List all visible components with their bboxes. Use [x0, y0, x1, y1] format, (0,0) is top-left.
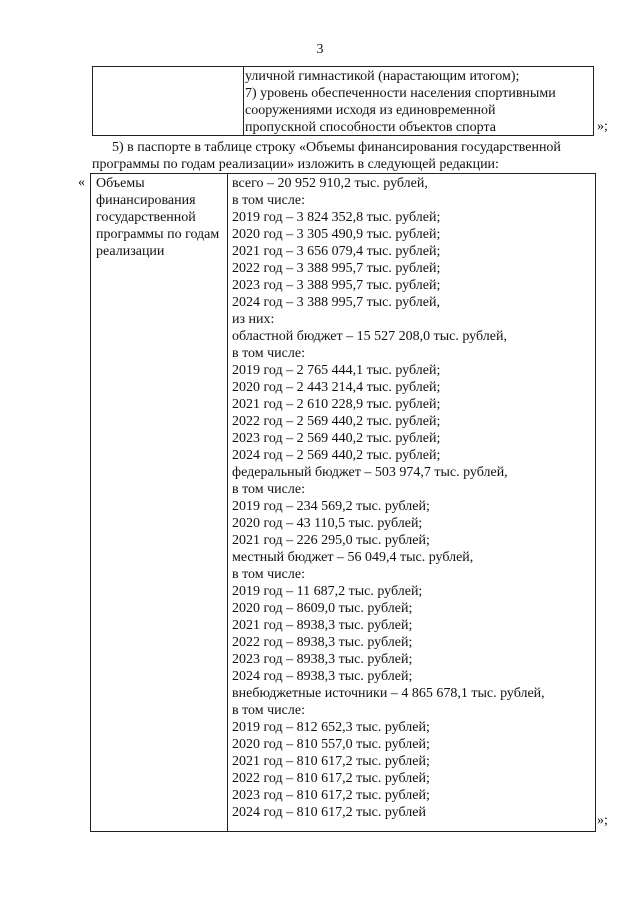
label-line: Объемы — [96, 176, 145, 191]
value-line: 2020 год – 43 110,5 тыс. рублей; — [232, 516, 423, 531]
value-line: 2019 год – 11 687,2 тыс. рублей; — [232, 584, 423, 599]
label-line: финансирования — [96, 193, 196, 208]
value-line: 2020 год – 3 305 490,9 тыс. рублей; — [232, 227, 441, 242]
value-line: 2024 год – 810 617,2 тыс. рублей — [232, 805, 426, 820]
value-line: местный бюджет – 56 049,4 тыс. рублей, — [232, 550, 474, 565]
value-line: 2019 год – 234 569,2 тыс. рублей; — [232, 499, 430, 514]
value-line: 2024 год – 3 388 995,7 тыс. рублей, — [232, 295, 440, 310]
value-line: 2023 год – 810 617,2 тыс. рублей; — [232, 788, 430, 803]
main-table-label — [96, 175, 228, 260]
value-line: 2022 год – 2 569 440,2 тыс. рублей; — [232, 414, 441, 429]
value-line: в том числе: — [232, 193, 305, 208]
value-line: 2022 год – 3 388 995,7 тыс. рублей; — [232, 261, 441, 276]
value-line: 2020 год – 8609,0 тыс. рублей; — [232, 601, 413, 616]
paragraph-line-1: 5) в паспорте в таблице строку «Объемы финансирования государственной — [112, 140, 561, 155]
top-table-closing-mark: »; — [597, 119, 608, 134]
value-line: в том числе: — [232, 703, 305, 718]
value-line: 2020 год – 810 557,0 тыс. рублей; — [232, 737, 430, 752]
value-line: 2021 год – 2 610 228,9 тыс. рублей; — [232, 397, 441, 412]
label-line: реализации — [96, 244, 165, 259]
value-line: 2022 год – 8938,3 тыс. рублей; — [232, 635, 413, 650]
main-table-opening-mark: « — [78, 175, 85, 190]
value-line: 2021 год – 810 617,2 тыс. рублей; — [232, 754, 430, 769]
value-line: внебюджетные источники – 4 865 678,1 тыс. рублей, — [232, 686, 545, 701]
top-table-line: сооружениями исходя из единовременной — [245, 103, 496, 118]
page-number: 3 — [316, 42, 324, 57]
main-table-divider — [227, 174, 228, 831]
value-line: 2019 год – 2 765 444,1 тыс. рублей; — [232, 363, 441, 378]
value-line: в том числе: — [232, 482, 305, 497]
main-table-values — [232, 175, 545, 821]
value-line: из них: — [232, 312, 275, 327]
value-line: в том числе: — [232, 567, 305, 582]
top-table-line: уличной гимнастикой (нарастающим итогом); — [245, 69, 520, 84]
top-table-text — [245, 68, 556, 136]
value-line: 2019 год – 812 652,3 тыс. рублей; — [232, 720, 430, 735]
value-line: областной бюджет – 15 527 208,0 тыс. рублей, — [232, 329, 507, 344]
paragraph-line-2: программы по годам реализации» изложить в следующей редакции: — [92, 157, 499, 172]
value-line: в том числе: — [232, 346, 305, 361]
label-line: программы по годам — [96, 227, 220, 242]
value-line: 2019 год – 3 824 352,8 тыс. рублей; — [232, 210, 441, 225]
value-line: 2022 год – 810 617,2 тыс. рублей; — [232, 771, 430, 786]
top-table-line: 7) уровень обеспеченности населения спортивными — [245, 86, 556, 101]
top-table-divider — [243, 67, 244, 135]
value-line: 2023 год – 2 569 440,2 тыс. рублей; — [232, 431, 441, 446]
value-line: 2021 год – 8938,3 тыс. рублей; — [232, 618, 413, 633]
value-line: федеральный бюджет – 503 974,7 тыс. рублей, — [232, 465, 508, 480]
value-line: 2021 год – 3 656 079,4 тыс. рублей; — [232, 244, 441, 259]
value-line: 2023 год – 8938,3 тыс. рублей; — [232, 652, 413, 667]
value-line: 2024 год – 8938,3 тыс. рублей; — [232, 669, 413, 684]
top-table-line: пропускной способности объектов спорта — [245, 120, 496, 135]
value-line: 2020 год – 2 443 214,4 тыс. рублей; — [232, 380, 441, 395]
label-line: государственной — [96, 210, 196, 225]
value-line: всего – 20 952 910,2 тыс. рублей, — [232, 176, 428, 191]
value-line: 2024 год – 2 569 440,2 тыс. рублей; — [232, 448, 441, 463]
main-table-closing-mark: »; — [597, 813, 608, 828]
value-line: 2021 год – 226 295,0 тыс. рублей; — [232, 533, 430, 548]
value-line: 2023 год – 3 388 995,7 тыс. рублей; — [232, 278, 441, 293]
